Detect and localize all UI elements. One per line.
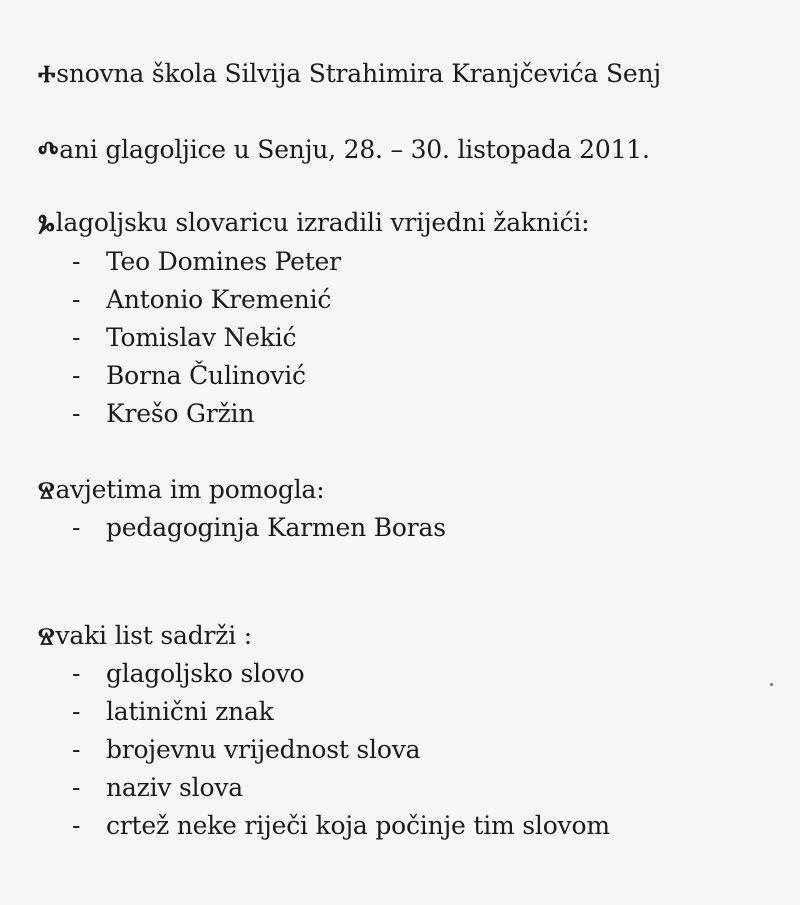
- authors-intro-line: [38, 207, 589, 239]
- list-dash: -: [72, 399, 81, 428]
- list-item: [72, 734, 420, 766]
- content-item-text: naziv slova: [106, 773, 243, 802]
- school-name-line: [38, 58, 661, 90]
- list-dash: -: [72, 735, 81, 764]
- helpers-intro-text: avjetima im pomogla:: [55, 475, 325, 504]
- list-dash: -: [72, 811, 81, 840]
- list-item: [72, 810, 610, 842]
- glagolitic-initial-glyph: Ⱄ: [38, 476, 55, 504]
- helper-name: pedagoginja Karmen Boras: [106, 513, 446, 542]
- author-name: Borna Čulinović: [106, 361, 306, 390]
- list-dash: -: [72, 659, 81, 688]
- event-line: [38, 134, 650, 166]
- content-item-text: crtež neke riječi koja počinje tim slovom: [106, 811, 610, 840]
- list-item: [72, 398, 254, 430]
- list-dash: -: [72, 697, 81, 726]
- list-item: [72, 246, 341, 278]
- event-text: ani glagoljice u Senju, 28. – 30. listopada 2011.: [59, 135, 650, 164]
- glagolitic-initial-glyph: Ⰳ: [38, 209, 55, 237]
- scan-speck: [770, 683, 773, 686]
- list-dash: -: [72, 323, 81, 352]
- glagolitic-initial-glyph: Ⱄ: [38, 622, 55, 650]
- content-item-text: glagoljsko slovo: [106, 659, 305, 688]
- content-item-text: latinični znak: [106, 697, 274, 726]
- author-name: Tomislav Nekić: [106, 323, 297, 352]
- school-name-text: snovna škola Silvija Strahimira Kranjčevića Senj: [56, 59, 661, 88]
- list-dash: -: [72, 247, 81, 276]
- helpers-intro-line: [38, 474, 324, 506]
- author-name: Krešo Gržin: [106, 399, 255, 428]
- list-item: [72, 696, 274, 728]
- list-item: [72, 658, 305, 690]
- list-dash: -: [72, 361, 81, 390]
- list-item: [72, 772, 243, 804]
- authors-intro-text: lagoljsku slovaricu izradili vrijedni žaknići:: [55, 208, 590, 237]
- list-item: [72, 284, 331, 316]
- list-dash: -: [72, 513, 81, 542]
- contents-intro-line: [38, 620, 252, 652]
- glagolitic-initial-glyph: Ⰴ: [38, 136, 59, 164]
- list-item: [72, 512, 446, 544]
- author-name: Antonio Kremenić: [106, 285, 332, 314]
- list-dash: -: [72, 285, 81, 314]
- content-item-text: brojevnu vrijednost slova: [106, 735, 421, 764]
- contents-intro-text: vaki list sadrži :: [55, 621, 253, 650]
- list-item: [72, 360, 306, 392]
- list-dash: -: [72, 773, 81, 802]
- author-name: Teo Domines Peter: [106, 247, 341, 276]
- list-item: [72, 322, 296, 354]
- glagolitic-initial-glyph: Ⰰ: [38, 60, 56, 88]
